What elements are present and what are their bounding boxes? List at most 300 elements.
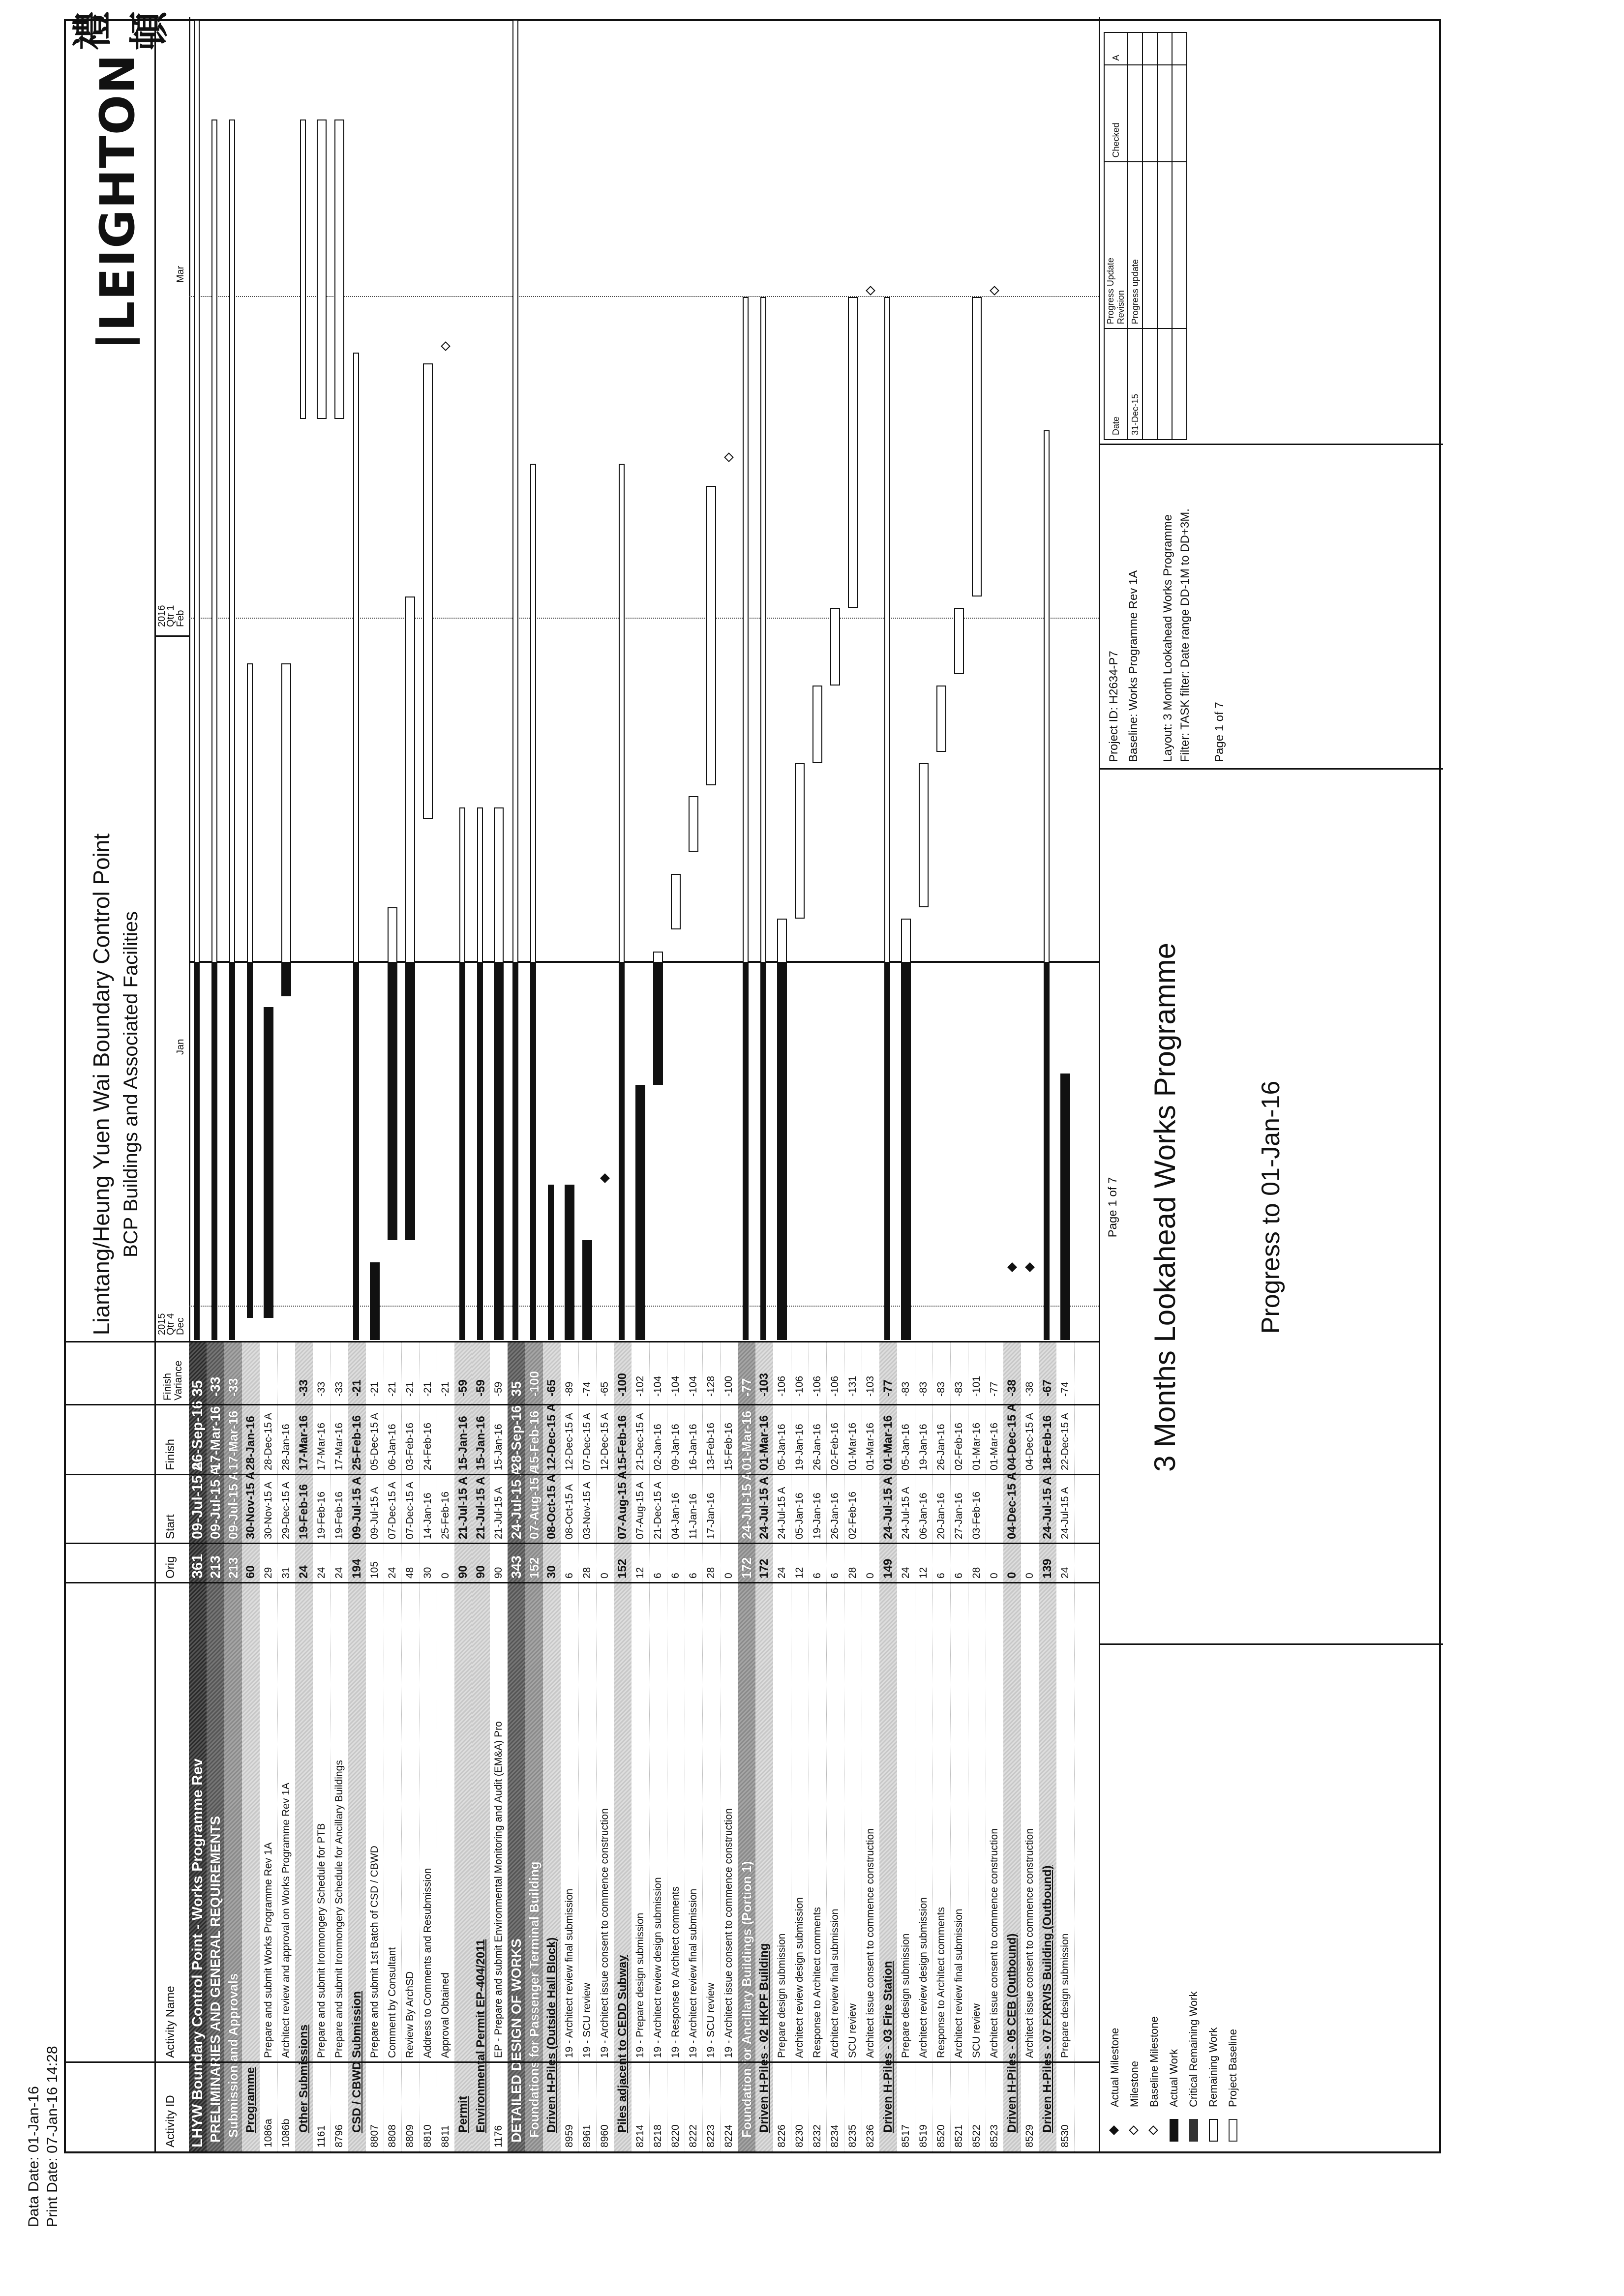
actual-work-bar [565,1185,574,1340]
activity-row[interactable] [791,1342,809,2151]
activity-row[interactable] [649,1342,667,2151]
cell-finish: 28-Dec-15 A [263,1413,274,1470]
milestone-marker [441,341,451,351]
cell-var: -83 [918,1381,929,1397]
remaining-work-bar [653,952,663,963]
layout: Layout: 3 Month Lookahead Works Programme [1161,514,1174,762]
cell-name: CSD / CBWD Submission [350,1991,363,2133]
cell-start: 24-Jul-15 A [509,1466,524,1539]
cell-name: Prepare design submission [1059,1933,1071,2058]
cell-start: 21-Dec-15 A [652,1482,663,1539]
cell-orig: 12 [634,1567,646,1579]
legend-label: Baseline Milestone [1148,2016,1160,2107]
cell-var: 35 [509,1381,524,1397]
cell-finish: 15-Jan-16 [493,1424,504,1470]
wbs-band-row[interactable] [614,1342,632,2151]
cell-finish: 15-Jan-16 [474,1416,487,1470]
rev-col-date: Date [1104,328,1128,440]
cell-id: 8224 [723,2124,734,2147]
project-title: Liantang/Heung Yuen Wai Boundary Control Point [89,833,114,1336]
col-activity-id: Activity ID [164,2095,177,2147]
cell-orig: 24 [316,1567,327,1579]
cell-orig: 6 [688,1573,699,1579]
actual-work-bar [477,963,483,1340]
remaining-work-bar [530,464,536,963]
cell-id: 8236 [865,2124,876,2147]
remaining-work-bar [334,119,344,419]
actual-work-bar [405,963,415,1240]
cell-id: 8222 [688,2124,699,2147]
cell-var: -104 [688,1375,699,1397]
cell-id: 8530 [1059,2124,1071,2147]
cell-finish: 17-Mar-16 [297,1415,310,1470]
cell-var: -83 [900,1381,911,1397]
wbs-band-row[interactable] [472,1342,490,2151]
remaining-work-bar [777,919,787,963]
company-logo [70,10,172,331]
legend-label: Actual Work [1168,2049,1180,2107]
page-number: Page 1 of 7 [1213,702,1226,762]
wbs-band-row[interactable] [189,1342,207,2151]
cell-orig: 60 [244,1565,257,1579]
cell-finish: 17-Mar-16 [333,1423,345,1470]
cell-start: 02-Feb-16 [847,1491,858,1539]
cell-start: 11-Jan-16 [688,1493,699,1539]
activity-row[interactable] [384,1342,402,2151]
cell-start: 24-Jul-15 A [776,1487,787,1539]
actual-work-bar [1044,963,1050,1340]
legend-item [1187,1699,1202,2142]
project-id: Project ID: H2634-P7 [1107,651,1120,762]
cell-var: -100 [616,1372,629,1397]
cell-orig: 6 [935,1573,947,1579]
cell-start: 21-Jul-15 A [474,1476,487,1539]
cell-start: 09-Jul-15 A [226,1471,241,1539]
activity-row[interactable] [968,1342,986,2151]
schedule-grid [189,17,1099,2151]
activity-row[interactable] [826,1342,844,2151]
activity-row[interactable] [277,1342,296,2151]
wbs-band-row[interactable] [454,1342,472,2151]
cell-finish: 03-Feb-16 [404,1423,416,1470]
remaining-work-bar [743,297,749,963]
cell-orig: 48 [404,1567,416,1579]
sep-finish [66,1404,1099,1405]
activity-row[interactable] [667,1342,685,2151]
cell-orig: 343 [509,1555,524,1579]
remaining-work-bar [954,608,964,674]
remaining-work-bar [281,663,291,963]
cell-orig: 28 [971,1567,982,1579]
cell-var: -83 [953,1381,964,1397]
actual-work-bar [281,963,291,996]
cell-var: -33 [297,1379,310,1397]
cell-finish: 15-Feb-16 [616,1415,629,1470]
cell-id: 8811 [440,2125,451,2147]
cell-start: 24-Jul-15 A [739,1471,754,1539]
timescale-qtr-1: Qtr 1 [165,605,176,627]
cell-id: 8520 [935,2124,947,2147]
activity-row[interactable] [260,1342,278,2151]
timescale-month-mar: Mar [175,266,186,283]
cell-name: Architect issue consent to commence construction [989,1828,1000,2058]
col-finish-variance: Finish Variance [162,1360,184,1401]
activity-row[interactable] [685,1342,703,2151]
cell-var: -59 [456,1379,470,1397]
cell-var: -100 [723,1375,734,1397]
wbs-band-row[interactable] [348,1342,366,2151]
actual-work-bar [582,1240,592,1340]
cell-start: 08-Oct-15 A [564,1484,575,1539]
cell-var: -128 [705,1375,717,1397]
cell-start: 24-Jul-15 A [1041,1476,1054,1539]
cell-var: -33 [316,1381,327,1397]
legend-label: Remaining Work [1207,2027,1219,2107]
legend-label: Milestone [1128,2060,1141,2107]
milestone-marker [600,1173,610,1183]
cell-finish: 02-Jan-16 [652,1424,663,1470]
cell-start: 30-Nov-15 A [263,1482,274,1539]
activity-row[interactable] [1021,1342,1039,2151]
remaining-work-bar [706,486,716,785]
wbs-band-row[interactable] [224,1342,242,2151]
rev-row-checked [1128,65,1143,162]
cell-name: Driven H-Piles - 03 Fire Station [881,1961,895,2133]
cell-name: 19 - Architect review design submission [652,1877,663,2058]
activity-row[interactable] [490,1342,508,2151]
cell-name: 19 - SCU review [581,1983,593,2058]
cell-name: 19 - Architect issue consent to commence construction [723,1808,734,2058]
rev-empty-cell [1157,65,1172,162]
actual-work-bar [901,963,911,1340]
remaining-work-bar [353,353,359,963]
cell-id: 8810 [422,2124,433,2147]
cell-start: 25-Feb-16 [440,1491,451,1539]
cell-start: 05-Jan-16 [794,1492,805,1539]
sep-info [1099,768,1443,770]
cell-start: 09-Jul-15 A [208,1466,223,1539]
cell-finish: 13-Feb-16 [705,1423,717,1470]
cell-name: Driven H-Piles (Outside Hall Block) [545,1937,558,2133]
activity-row[interactable] [862,1342,880,2151]
critical-remaining-work-icon [1189,2119,1198,2142]
cell-id: 8232 [812,2124,823,2147]
cell-finish: 04-Dec-15 A [1024,1413,1035,1470]
activity-row[interactable] [1056,1342,1075,2151]
cell-start: 24-Jul-15 A [881,1476,895,1539]
wbs-band-row[interactable] [1039,1342,1056,2151]
cell-name: PRELIMINARIES AND GENERAL REQUIREMENTS [208,1816,223,2143]
wbs-band-row[interactable] [207,1342,224,2151]
actual-work-bar [211,963,217,1340]
cell-name: Architect review final submission [953,1908,964,2058]
cell-name: Environmental Permit EP-404/2011 [474,1939,487,2133]
cell-id: 8230 [794,2124,805,2147]
logo-text: LEIGHTON [90,53,145,331]
cell-name: 19 - Architect issue consent to commence construction [599,1808,610,2058]
remaining-work-bar [689,796,698,852]
cell-var: -21 [369,1381,380,1397]
data-date: Data Date: 01-Jan-16 [26,2086,42,2227]
cell-id: 8220 [670,2124,681,2147]
cell-finish: 17-Mar-16 [208,1406,223,1470]
cell-var: -67 [1041,1379,1054,1397]
activity-row[interactable] [578,1342,597,2151]
cell-var: -21 [404,1381,416,1397]
legend-item [1109,1699,1123,2142]
cell-orig: 6 [652,1573,663,1579]
cell-var: -65 [599,1381,610,1397]
wbs-band-row[interactable] [738,1342,755,2151]
remaining-work-bar [884,297,890,963]
cell-var: -106 [794,1375,805,1397]
actual-work-bar [353,963,359,1340]
cell-finish: 15-Jan-16 [456,1416,470,1470]
cell-id: 1086a [263,2118,274,2147]
wbs-band-row[interactable] [879,1342,897,2151]
remaining-work-bar [830,608,840,686]
sep-start [66,1474,1099,1475]
wbs-band-row[interactable] [508,1342,525,2151]
cell-name: Driven H-Piles - 05 CEB (Outbound) [1005,1933,1019,2133]
cell-finish: 06-Jan-16 [387,1424,398,1470]
cell-var: -106 [829,1375,841,1397]
logo-chinese-text: 禮頓 [70,10,172,51]
cell-name: Submission and Approvals [226,1973,241,2138]
actual-work-bar [247,963,253,1318]
cell-finish: 02-Feb-16 [829,1423,841,1470]
cell-finish: 28-Jan-16 [280,1424,292,1470]
cell-var: -77 [989,1381,1000,1397]
actual-work-bar [229,963,235,1340]
remaining-work-bar [671,874,681,929]
rev-col-revision [1104,162,1128,328]
legend-item [1207,1699,1222,2142]
activity-row[interactable] [561,1342,579,2151]
cell-orig: 31 [280,1567,292,1579]
cell-start: 21-Jul-15 A [493,1487,504,1539]
activity-row[interactable] [313,1342,331,2151]
cell-orig: 139 [1041,1558,1054,1579]
remaining-work-bar [512,20,518,963]
cell-finish: 05-Jan-16 [900,1424,911,1470]
activity-row[interactable] [950,1342,968,2151]
cell-name: SCU review [847,2003,858,2058]
activity-row[interactable] [932,1342,951,2151]
cell-var: -65 [545,1379,558,1397]
wbs-band-row[interactable] [1003,1342,1021,2151]
cell-start: 24-Jul-15 A [900,1487,911,1539]
cell-orig: 172 [757,1558,771,1579]
cell-start: 07-Aug-15 A [616,1470,629,1539]
cell-name: Architect issue consent to commence construction [1024,1828,1035,2058]
cell-var: -77 [881,1379,895,1397]
remaining-work-bar [494,807,504,963]
cell-finish: 28-Sep-16 [509,1405,524,1470]
rev-group: Progress Update [1106,258,1115,325]
cell-finish: 17-Mar-16 [316,1423,327,1470]
milestone-marker [866,286,875,296]
cell-name: Driven H-Piles - 02 HKPF Building [757,1943,771,2133]
activity-row[interactable] [596,1342,614,2151]
cell-id: 1086b [280,2118,292,2147]
cell-finish: 28-Jan-16 [244,1416,257,1470]
cell-id: 1176 [493,2125,504,2147]
wbs-band-row[interactable] [295,1342,313,2151]
cell-id: 8521 [953,2124,964,2147]
cell-orig: 12 [794,1567,805,1579]
print-date: Print Date: 07-Jan-16 14:28 [44,2046,60,2227]
activity-row[interactable] [773,1342,791,2151]
cell-orig: 152 [527,1557,541,1579]
cell-var: -104 [652,1375,663,1397]
cell-orig: 28 [581,1567,593,1579]
sep-revisions [1099,444,1443,445]
main-title: 3 Months Lookahead Works Programme [1148,942,1181,1472]
cell-finish: 19-Jan-16 [794,1424,805,1470]
rev-empty-cell [1172,65,1187,162]
cell-var: -33 [208,1376,223,1397]
remaining-work-bar [477,807,483,963]
cell-var: -21 [440,1381,451,1397]
cell-var: -106 [776,1375,787,1397]
cell-start: 26-Jan-16 [829,1492,841,1539]
cell-name: 19 - Response to Architect comments [670,1886,681,2058]
actual-work-bar [635,1085,645,1340]
legend-item [1227,1699,1241,2142]
cell-start: 24-Jul-15 A [1059,1487,1071,1539]
actual-work-bar [548,1185,554,1340]
cell-name: Prepare and submit Ironmongery Schedule for Ancillary Buildings [333,1760,345,2058]
cell-id: 8961 [581,2124,593,2147]
sep-id [66,2061,1099,2063]
cell-var: -74 [1059,1381,1071,1397]
cell-orig: 24 [333,1567,345,1579]
activity-row[interactable] [401,1342,420,2151]
actual-work-bar [194,963,200,1340]
cell-orig: 6 [564,1573,575,1579]
activity-row[interactable] [419,1342,437,2151]
rev-empty-cell [1143,65,1157,162]
cell-start: 07-Dec-15 A [387,1482,398,1539]
cell-name: Driven H-Piles - 07 FXRVIS Building (Outbound) [1041,1865,1054,2133]
activity-row[interactable] [986,1342,1004,2151]
cell-id: 8796 [333,2124,345,2147]
cell-finish: 26-Sep-16 [189,1401,206,1470]
activity-row[interactable] [366,1342,384,2151]
cell-orig: 24 [297,1565,310,1579]
cell-var: -38 [1005,1379,1019,1397]
cell-id: 8226 [776,2124,787,2147]
cell-finish: 17-Mar-16 [226,1410,241,1470]
print-dates [25,2046,62,2227]
cell-start: 09-Jul-15 A [369,1487,380,1539]
baseline: Baseline: Works Programme Rev 1A [1127,570,1140,762]
milestone-marker [724,452,734,462]
rev-col-approved: A [1104,32,1128,65]
cell-start: 07-Aug-15 A [527,1465,541,1539]
cell-var: -89 [564,1381,575,1397]
activity-row[interactable] [632,1342,650,2151]
activity-row[interactable] [720,1342,738,2151]
cell-start: 04-Dec-15 A [1005,1472,1019,1539]
cell-name: Programme [244,2067,257,2133]
cell-finish: 21-Dec-15 A [634,1413,646,1470]
rev-empty-cell [1172,32,1187,65]
rev-empty-cell [1172,328,1187,440]
cell-orig: 0 [989,1573,1000,1579]
sep-year [154,635,189,637]
cell-start: 21-Jul-15 A [456,1476,470,1539]
activity-row[interactable] [331,1342,349,2151]
cell-name: 19 - Prepare design submission [634,1912,646,2058]
cell-name: Response to Architect comments [935,1907,947,2058]
wbs-band-row[interactable] [755,1342,773,2151]
cell-name: Piles adjacent to CEDD Subway [616,1955,629,2133]
cell-orig: 0 [1005,1572,1019,1579]
actual-work-icon [1170,2119,1178,2142]
legend-item [1128,1699,1143,2142]
col-finish: Finish [164,1438,177,1470]
actual-work-bar [884,963,890,1340]
activity-row[interactable] [897,1342,915,2151]
rev-empty-cell [1143,32,1157,65]
cell-start: 08-Oct-15 A [545,1474,558,1539]
actual-work-bar [760,963,766,1340]
activity-row[interactable] [702,1342,721,2151]
cell-name: Prepare design submission [776,1933,787,2058]
remaining-work-bar [760,297,766,963]
cell-start: 17-Jan-16 [705,1492,717,1539]
rev-empty-cell [1157,32,1172,65]
timescale-qtr-4: Qtr 4 [165,1313,176,1335]
wbs-band-row[interactable] [525,1342,543,2151]
cell-id: 8959 [564,2124,575,2147]
cell-finish: 07-Dec-15 A [581,1413,593,1470]
data-date-line [189,961,1099,963]
page-indicator: Page 1 of 7 [1106,1177,1119,1238]
cell-orig: 28 [847,1567,858,1579]
cell-id: 8234 [829,2124,841,2147]
activity-row[interactable] [844,1342,862,2151]
activity-row[interactable] [437,1342,455,2151]
wbs-band-row[interactable] [543,1342,561,2151]
cell-var: -59 [493,1381,504,1397]
remaining-work-bar [901,919,911,963]
cell-orig: 361 [189,1553,206,1579]
filter: Filter: TASK filter: Date range DD-1M to DD+3M. [1178,508,1192,762]
col-activity-name: Activity Name [164,1986,177,2058]
actual-work-bar [388,963,397,1240]
remaining-work-bar [194,20,200,963]
cell-finish: 26-Jan-16 [812,1424,823,1470]
cell-orig: 90 [474,1565,487,1579]
cell-name: Approval Obtained [440,1972,451,2058]
cell-finish: 02-Feb-16 [953,1423,964,1470]
cell-var: -103 [865,1375,876,1397]
timescale-month-dec: Dec [175,1317,186,1335]
cell-var: -74 [581,1381,593,1397]
activity-row[interactable] [915,1342,933,2151]
activity-row[interactable] [809,1342,827,2151]
cell-id: 8223 [705,2124,717,2147]
timescale-year-2016: 2016 [156,605,167,627]
cell-finish: 01-Mar-16 [865,1423,876,1470]
wbs-band-row[interactable] [242,1342,260,2151]
milestone-icon [1129,2125,1139,2135]
footer-rule [1099,17,1100,2151]
cell-name: DETAILED DESIGN OF WORKS [509,1938,524,2143]
